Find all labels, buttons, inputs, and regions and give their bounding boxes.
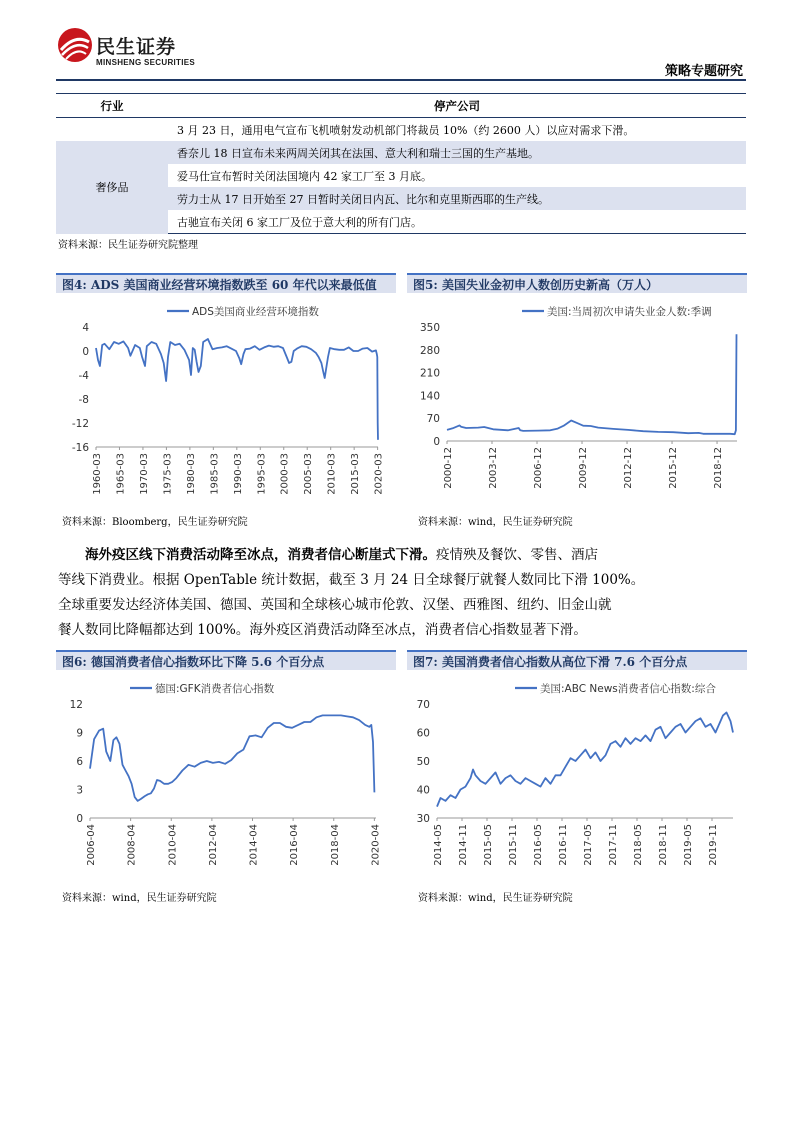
fig5-x-tick-5: 2015-12 [668,447,680,489]
fig6-y-tick-0: 12 [69,699,83,711]
fig6-x-tick-5: 2016-04 [289,824,301,866]
fig7-x-tick-2: 2015-05 [483,824,494,866]
fig4-series-line [96,339,378,440]
fig4-x-tick-3: 1975-03 [162,453,174,495]
fig4-x-tick-5: 1985-03 [209,453,221,495]
fig7-x-tick-6: 2017-05 [583,824,594,866]
fig5-chart [407,297,747,502]
fig4-x-tick-10: 2010-03 [326,453,338,495]
fig5-y-tick-4: 70 [426,413,440,426]
fig5-y-tick-2: 210 [419,367,440,380]
fig4-x-tick-1: 1965-03 [115,453,127,495]
fig4-y-tick-0: 4 [82,322,89,334]
fig4-y-tick-5: -16 [71,442,89,454]
fig7-y-tick-0: 70 [416,699,430,711]
paragraph-line4: 餐人数同比降幅都达到 100%。海外疫区消费活动降至冰点，消费者信心指数显著下滑。 [58,622,587,638]
paragraph-lead: 海外疫区线下消费活动降至冰点，消费者信心断崖式下滑。 [85,547,436,563]
fig7-legend-label: 美国:ABC News消费者信心指数:综合 [540,683,716,695]
fig6-legend [130,682,275,695]
fig7-x-tick-5: 2016-11 [558,824,569,866]
fig6-x-tick-3: 2012-04 [207,824,219,866]
fig5-y-tick-3: 140 [419,390,440,403]
fig4-x-tick-8: 2000-03 [279,453,291,495]
fig5-x-tick-2: 2006-12 [533,447,545,489]
fig5-source: 资料来源：wind，民生证券研究院 [418,517,573,528]
header-divider [56,79,746,81]
fig5-x-tick-3: 2009-12 [578,447,590,489]
fig5-x-tick-6: 2018-12 [713,447,725,489]
logo-mark-icon [56,26,94,64]
fig6-title: 图6: 德国消费者信心指数环比下降 5.6 个百分点 [56,650,396,670]
fig7-y-tick-4: 30 [416,813,430,825]
table-cell: 香奈儿 18 日宣布未来两周关闭其在法国、意大利和瑞士三国的生产基地。 [168,141,746,164]
fig4-y-tick-3: -8 [78,394,89,406]
fig4-x-tick-2: 1970-03 [138,453,150,495]
company-shutdown-table [56,93,746,234]
fig4-y-tick-2: -4 [78,370,89,382]
fig4-x-tick-9: 2005-03 [303,453,315,495]
fig7-y-tick-3: 40 [416,784,430,797]
fig7-chart [407,674,747,879]
fig4-x-tick-7: 1995-03 [256,453,268,495]
fig7-x-tick-10: 2019-05 [683,824,694,866]
fig4-source: 资料来源：Bloomberg，民生证券研究院 [62,517,248,528]
logo-text-en: MINSHENG SECURITIES [96,58,196,67]
fig6-y-tick-4: 0 [76,813,83,825]
fig5-y-tick-0: 350 [419,322,440,334]
company-logo [56,26,206,72]
fig4-y-tick-1: 0 [82,346,89,358]
fig7-x-tick-0: 2014-05 [433,824,444,866]
table-cell: 爱马仕宣布暂时关闭法国境内 42 家工厂至 3 月底。 [168,164,746,187]
fig5-y-tick-5: 0 [433,436,440,448]
report-type: 策略专题研究 [664,64,743,79]
body-paragraph [58,543,748,643]
fig4-x-tick-0: 1960-03 [92,453,103,495]
table-header-company: 停产公司 [168,94,746,118]
fig4-legend-label: ADS美国商业经营环境指数 [192,306,319,318]
fig6-y-tick-2: 6 [76,756,83,768]
fig7-y-tick-2: 50 [416,756,430,768]
fig4-x-tick-12: 2020-03 [373,453,385,495]
fig7-y-tick-1: 60 [416,727,430,740]
fig7-legend [515,682,716,695]
table-cell-blank [56,118,168,142]
fig7-x-tick-1: 2014-11 [458,824,469,866]
fig6-series-line [90,715,374,801]
fig4-legend [167,305,319,318]
fig6-x-tick-2: 2010-04 [167,824,179,866]
fig5-legend [522,305,712,318]
paragraph-line2: 等线下消费业。根据 OpenTable 统计数据，截至 3 月 24 日全球餐厅就餐人数同比下滑 100%。 [58,572,645,588]
fig7-x-tick-11: 2019-11 [708,824,719,866]
fig5-y-tick-1: 280 [419,344,440,357]
fig5-title: 图5: 美国失业金初申人数创历史新高（万人） [407,273,747,293]
fig7-x-tick-7: 2017-11 [608,824,619,866]
fig7-series-line [437,713,733,807]
fig4-x-tick-6: 1990-03 [232,453,244,495]
paragraph-line3: 全球重要发达经济体美国、德国、英国和全球核心城市伦敦、汉堡、西雅图、纽约、旧金山就 [58,597,612,613]
fig7-x-tick-3: 2015-11 [508,824,519,866]
fig7-title: 图7: 美国消费者信心指数从高位下滑 7.6 个百分点 [407,650,747,670]
fig6-x-tick-4: 2014-04 [248,824,260,866]
fig6-x-tick-0: 2006-04 [86,824,97,866]
fig5-series-line [447,334,737,434]
fig4-title: 图4: ADS 美国商业经营环境指数跌至 60 年代以来最低值 [56,273,396,293]
fig6-y-tick-1: 9 [76,727,83,740]
fig6-y-tick-3: 3 [76,784,83,797]
fig6-chart [56,674,396,879]
fig5-legend-label: 美国:当周初次申请失业金人数:季调 [547,306,712,318]
logo-text-cn: 民生证券 [96,36,177,58]
fig7-x-tick-9: 2018-11 [658,824,669,866]
fig5-x-tick-1: 2003-12 [488,447,500,489]
fig7-x-tick-4: 2016-05 [533,824,544,866]
fig4-x-tick-11: 2015-03 [350,453,362,495]
table-cell: 古驰宣布关闭 6 家工厂及位于意大利的所有门店。 [168,210,746,234]
fig7-source: 资料来源：wind，民生证券研究院 [418,893,573,904]
paragraph-line1: 疫情殃及餐饮、零售、酒店 [436,547,598,563]
fig5-x-tick-0: 2000-12 [443,447,454,489]
fig4-x-tick-4: 1980-03 [185,453,197,495]
table-source: 资料来源：民生证券研究院整理 [58,240,198,251]
fig4-y-tick-4: -12 [71,418,89,430]
table-cell-industry: 奢侈品 [56,141,168,234]
table-header-industry: 行业 [56,94,168,118]
fig6-x-tick-1: 2008-04 [126,824,138,866]
fig5-x-tick-4: 2012-12 [623,447,635,489]
fig4-chart [56,297,396,502]
fig6-source: 资料来源：wind，民生证券研究院 [62,893,217,904]
fig6-x-tick-7: 2020-04 [370,824,382,866]
fig6-x-tick-6: 2018-04 [329,824,341,866]
fig7-x-tick-8: 2018-05 [633,824,644,866]
fig6-legend-label: 德国:GFK消费者信心指数 [155,683,275,695]
table-cell: 3 月 23 日，通用电气宣布飞机喷射发动机部门将裁员 10%（约 2600 人）以应对需求下滑。 [168,118,746,142]
table-cell: 劳力士从 17 日开始至 27 日暂时关闭日内瓦、比尔和克里斯西耶的生产线。 [168,187,746,210]
